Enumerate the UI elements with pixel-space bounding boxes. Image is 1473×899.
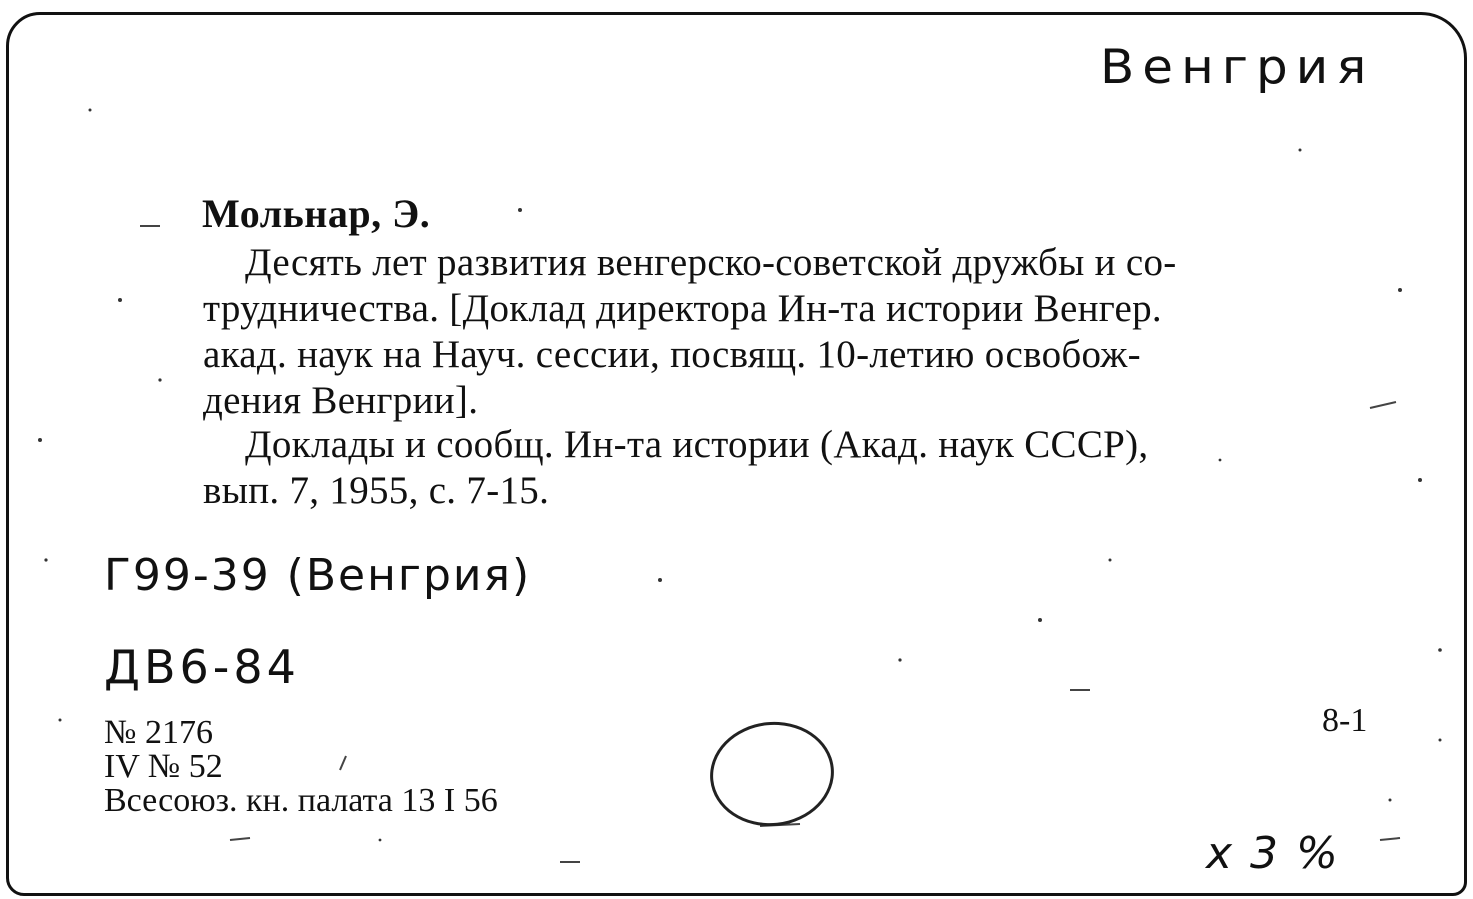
classification-code: 8-1: [1322, 702, 1368, 739]
registration-number: № 2176: [104, 714, 213, 751]
description-line: трудничества. [Доклад директора Ин-та истории Венгер.: [203, 287, 1162, 330]
registration-issue: IV № 52: [104, 748, 223, 785]
subject-heading: Венгрия: [1100, 39, 1375, 95]
source-line: Доклады и сообщ. Ин-та истории (Акад. наук СССР),: [245, 423, 1149, 466]
source-line: вып. 7, 1955, с. 7-15.: [203, 469, 550, 512]
registration-chamber: Всесоюз. кн. палата 13 I 56: [104, 782, 498, 819]
description-line: акад. наук на Науч. сессии, посвящ. 10-летию освобож-: [203, 333, 1141, 376]
description-line: дения Венгрии].: [203, 379, 479, 422]
description-line: Десять лет развития венгерско-советской дружбы и со-: [245, 241, 1177, 284]
shelfmark-secondary: ДВ6-84: [104, 640, 300, 694]
copies-note: х 3 %: [1206, 828, 1340, 879]
author-heading: Мольнар, Э.: [202, 191, 431, 236]
shelfmark-primary: Г99-39 (Венгрия): [104, 550, 532, 601]
